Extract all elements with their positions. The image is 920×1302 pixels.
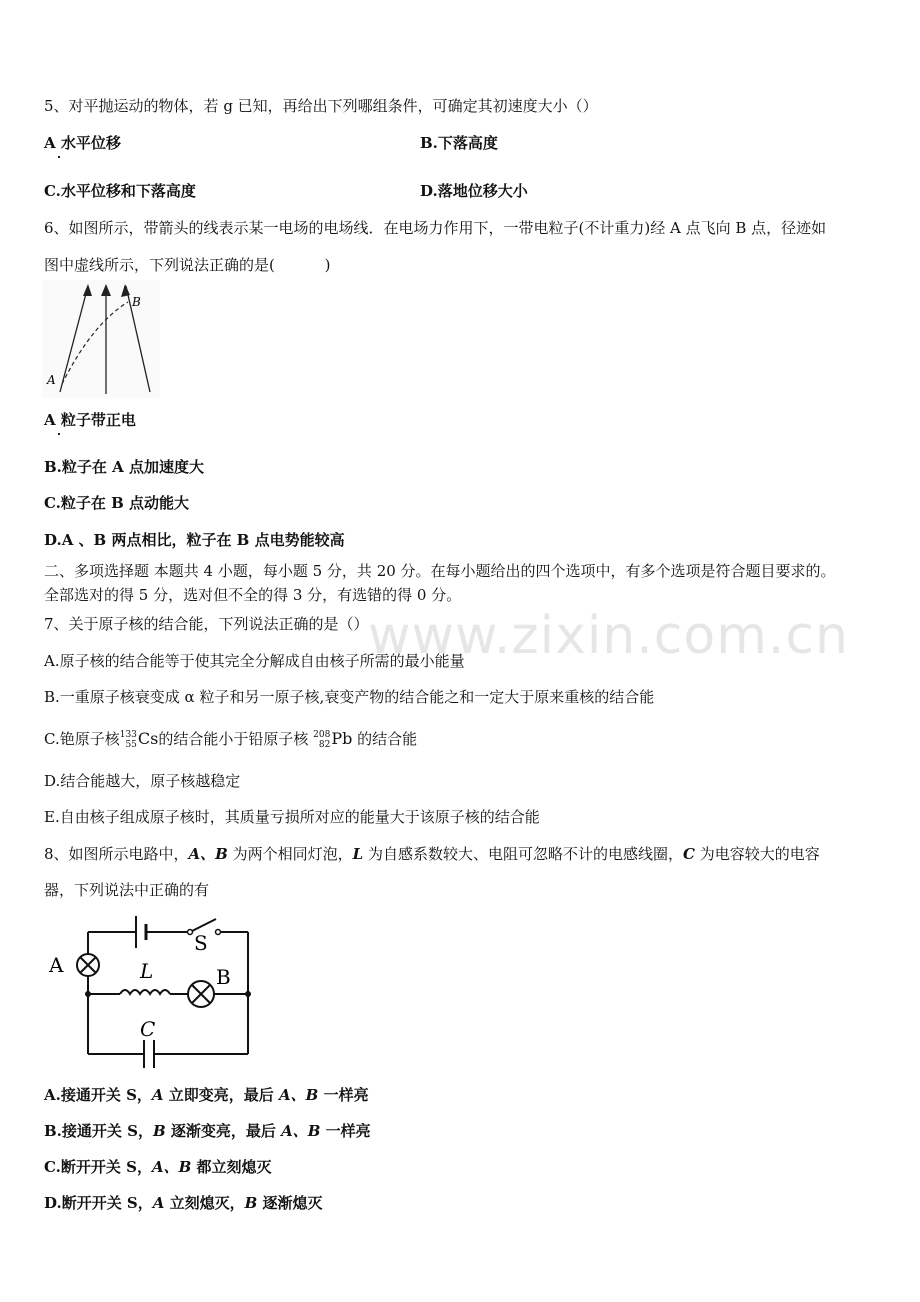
pb-atomic-number: 82 [318,740,331,750]
q8-option-a [44,1085,369,1105]
cesium-nuclide [120,729,159,750]
option-italic: A、B [151,1158,192,1176]
q5-option-c: C.水平位移和下落高度 [44,182,196,200]
q8-option-c [44,1157,272,1177]
option-italic: A [152,1194,165,1212]
section2-line1: 二、多项选择题 本题共 4 小题，每小题 5 分，共 20 分。在每小题给出的四个选项中，有多个选项是符合题目要求的。 [44,562,836,580]
cs-mass-number: 133 [119,730,137,740]
option-text: 逐渐熄灭 [257,1194,323,1212]
pb-mass-number: 208 [313,730,331,740]
q5-option-a: A 水平位移 [44,134,121,152]
inductor-label: L [140,959,154,983]
option-italic: A、B [281,1122,321,1140]
option-text: C.断开开关 S， [44,1158,152,1176]
option-text: 都立刻熄灭 [191,1158,272,1176]
q6-option-b: B.粒子在 A 点加速度大 [44,458,204,476]
lamp-b-label: B [216,965,231,989]
q6-option-d: D.A 、B 两点相比，粒子在 B 点电势能较高 [44,531,345,549]
inductor-coil [120,990,170,994]
option-text: B.接通开关 S， [44,1122,153,1140]
q8-option-d [44,1193,323,1213]
bullet-dot [58,156,60,158]
q7-option-d: D.结合能越大，原子核越稳定 [44,772,241,790]
q6-stem-line2: 图中虚线所示，下列说法正确的是( ) [44,256,331,274]
lamp-a-label: A [49,953,64,977]
q6-option-a: A 粒子带正电 [44,411,136,429]
option-text: 一样亮 [318,1086,369,1104]
section2-line2: 全部选对的得 5 分，选对但不全的得 3 分，有选错的得 0 分。 [44,586,462,604]
switch-contact [188,930,193,935]
q6-stem-line1: 6、如图所示，带箭头的线表示某一电场的电场线．在电场力作用下，一带电粒子(不计重力)经 A 点飞向 B 点，径迹如 [44,219,827,237]
option-italic: B [244,1194,258,1212]
q8-stem-c: C [682,845,695,863]
q5-option-d: D.落地位移大小 [420,182,528,200]
lead-nuclide [313,729,352,750]
q8-option-b [44,1121,371,1141]
option-text: 立刻熄灭， [164,1194,245,1212]
q8-stem-part: 为两个相同灯泡， [227,845,353,863]
watermark: www.zixin.com.cn [368,606,849,666]
switch-label: S [194,931,208,955]
capacitor-label: C [140,1017,156,1041]
q8-stem-l: L [352,845,364,863]
option-italic: A、B [279,1086,319,1104]
option-text: D.断开开关 S， [44,1194,153,1212]
switch-contact [216,930,221,935]
option-italic: B [152,1122,166,1140]
q8-stem-part: 为自感系数较大、电阻可忽略不计的电感线圈， [363,845,683,863]
q7-option-e: E.自由核子组成原子核时，其质量亏损所对应的能量大于该原子核的结合能 [44,808,540,826]
q5-stem: 5、对平抛运动的物体，若 g 已知，再给出下列哪组条件，可确定其初速度大小（） [44,97,598,115]
q8-stem-part: 8、如图所示电路中， [44,845,189,863]
q5-option-b: B.下落高度 [420,134,498,152]
q7-stem: 7、关于原子核的结合能，下列说法正确的是（） [44,615,369,633]
q7-option-a: A.原子核的结合能等于使其完全分解成自由核子所需的最小能量 [44,652,465,670]
q7-option-b: B.一重原子核衰变成 α 粒子和另一原子核,衰变产物的结合能之和一定大于原来重核的结合能 [44,688,655,706]
option-text: A.接通开关 S， [44,1086,152,1104]
cs-atomic-number: 55 [125,740,137,750]
option-italic: A [151,1086,164,1104]
q8-stem-line1 [44,844,820,864]
option-text: 立即变亮，最后 [163,1086,280,1104]
electric-field-figure [42,280,160,398]
q7-option-c-prefix: C.铯原子核 [44,730,120,748]
junction-dot [85,991,91,997]
circuit-diagram [44,912,260,1072]
junction-dot [245,991,251,997]
q7-option-c-middle: 的结合能小于铅原子核 [158,730,309,748]
q8-stem-part: 为电容较大的电容 [694,845,820,863]
q7-option-c [44,729,417,750]
option-text: 逐渐变亮，最后 [165,1122,282,1140]
pb-symbol: Pb [331,729,353,748]
bullet-dot [58,433,60,435]
point-a-label: A [47,373,56,387]
cs-symbol: Cs [137,729,159,748]
q8-stem-line2: 器，下列说法中正确的有 [44,881,210,899]
q8-stem-ab: A、B [188,845,228,863]
q6-option-c: C.粒子在 B 点动能大 [44,494,190,512]
option-text: 一样亮 [320,1122,371,1140]
q7-option-c-suffix: 的结合能 [357,730,418,748]
point-b-label: B [132,295,141,309]
